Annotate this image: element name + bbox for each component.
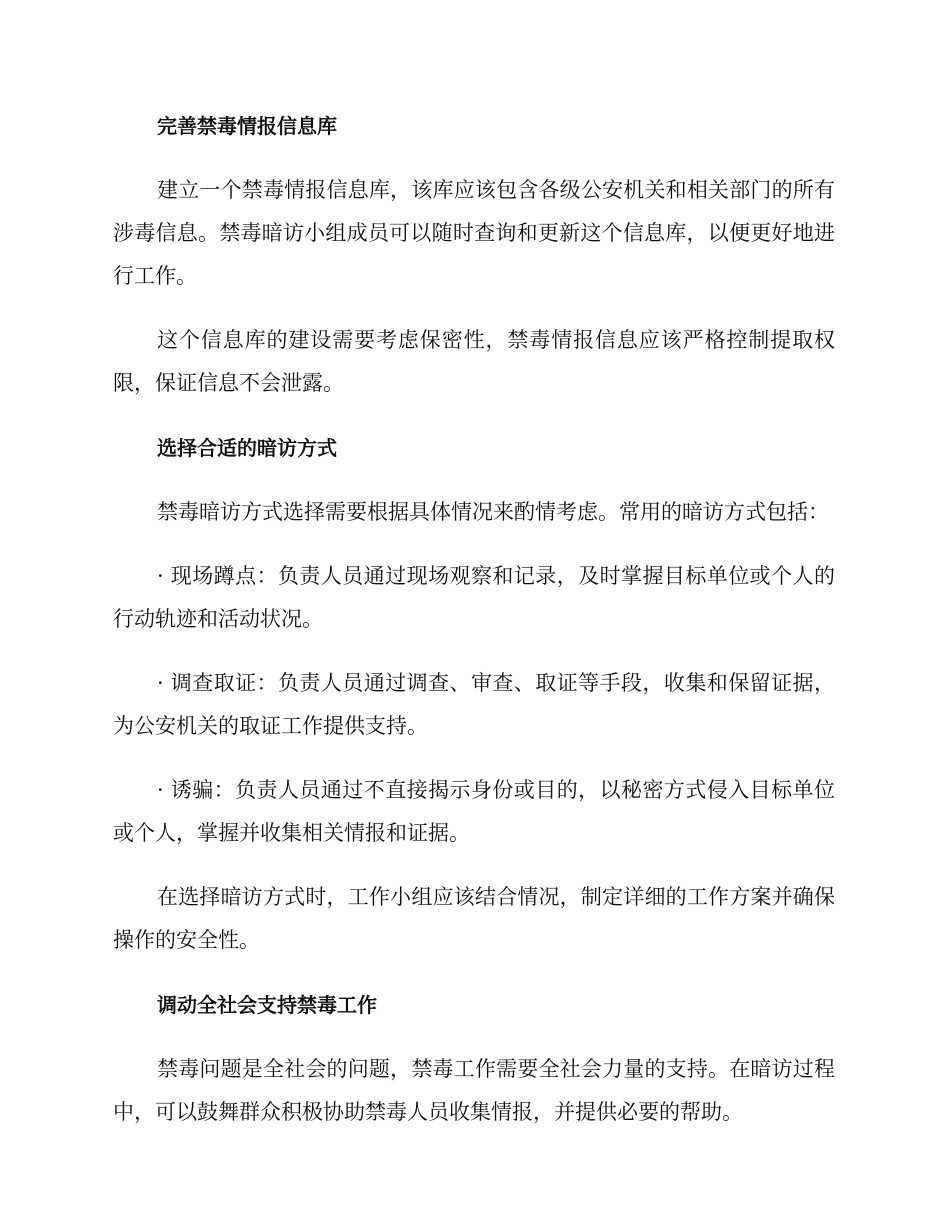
- paragraph: 禁毒问题是全社会的问题，禁毒工作需要全社会力量的支持。在暗访过程中，可以鼓舞群众积极协助禁毒人员收集情报，并提供必要的帮助。: [113, 1057, 835, 1124]
- paragraph: 在选择暗访方式时，工作小组应该结合情况，制定详细的工作方案并确保操作的安全性。: [113, 885, 835, 952]
- section-heading: 调动全社会支持禁毒工作: [157, 993, 377, 1017]
- list-item: · 诱骗：负责人员通过不直接揭示身份或目的，以秘密方式侵入目标单位或个人，掌握并收集相关情报和证据。: [113, 778, 835, 845]
- section-investigation-methods: [113, 426, 835, 962]
- paragraph: 建立一个禁毒情报信息库，该库应该包含各级公安机关和相关部门的所有涉毒信息。禁毒暗访小组成员可以随时查询和更新这个信息库，以便更好地进行工作。: [113, 178, 835, 288]
- list-item: · 调查取证：负责人员通过调查、审查、取证等手段，收集和保留证据，为公安机关的取证工作提供支持。: [113, 671, 835, 738]
- paragraph: 禁毒暗访方式选择需要根据具体情况来酌情考虑。常用的暗访方式包括：: [157, 500, 829, 524]
- paragraph: 这个信息库的建设需要考虑保密性，禁毒情报信息应该严格控制提取权限，保证信息不会泄露。: [113, 328, 835, 395]
- section-social-support: [113, 983, 835, 1134]
- section-heading: 选择合适的暗访方式: [157, 436, 337, 460]
- document-page: [113, 104, 835, 1155]
- section-intel-database: [113, 104, 835, 405]
- section-heading: 完善禁毒情报信息库: [157, 114, 337, 138]
- list-item: · 现场蹲点：负责人员通过现场观察和记录，及时掌握目标单位或个人的行动轨迹和活动状况。: [113, 564, 835, 631]
